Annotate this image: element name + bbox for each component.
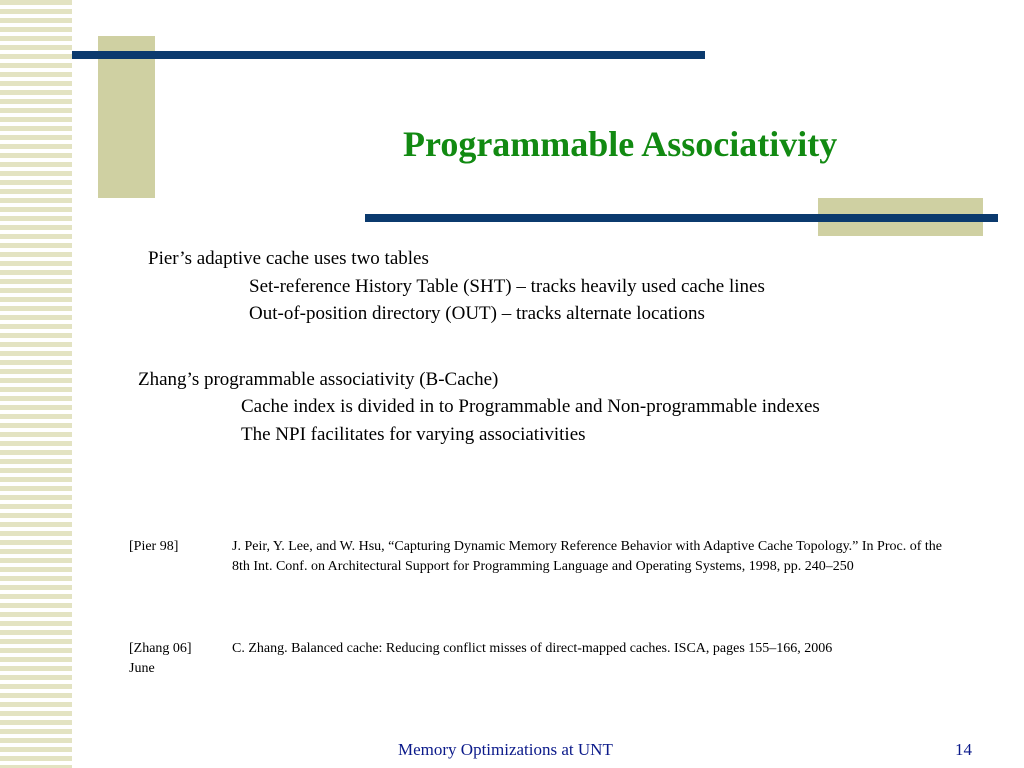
footer-title: Memory Optimizations at UNT: [398, 740, 613, 759]
pier-heading: Pier’s adaptive cache uses two tables: [148, 248, 429, 269]
reference-key: [Zhang 06]: [129, 641, 192, 656]
pier-item-sht: Set-reference History Table (SHT) – tracks heavily used cache lines: [249, 276, 765, 297]
title-underline-bar: [365, 214, 998, 222]
left-stripe-decoration: [0, 0, 72, 768]
zhang-heading: Zhang’s programmable associativity (B-Cache): [138, 369, 499, 390]
reference-text: C. Zhang. Balanced cache: Reducing conflict misses of direct-mapped caches. ISCA, pages 155–166, 2006: [232, 641, 833, 656]
zhang-item-index: Cache index is divided in to Programmable and Non-programmable indexes: [241, 396, 820, 417]
reference-key-continuation: June: [129, 661, 155, 676]
top-left-accent-block: [98, 36, 155, 198]
reference-key: [Pier 98]: [129, 539, 179, 554]
reference-text: J. Peir, Y. Lee, and W. Hsu, “Capturing Dynamic Memory Reference Behavior with Adaptive Cache Topology.” In Proc. of the 8th Int. Conf. on Architectural Support for Programming Language and Operating Systems, 1998, pp. 240–250: [232, 539, 942, 574]
zhang-item-npi: The NPI facilitates for varying associativities: [241, 424, 586, 445]
top-divider-bar: [72, 51, 705, 59]
slide-title: Programmable Associativity: [403, 124, 838, 164]
page-number: 14: [955, 740, 972, 759]
pier-item-out: Out-of-position directory (OUT) – tracks alternate locations: [249, 303, 705, 324]
